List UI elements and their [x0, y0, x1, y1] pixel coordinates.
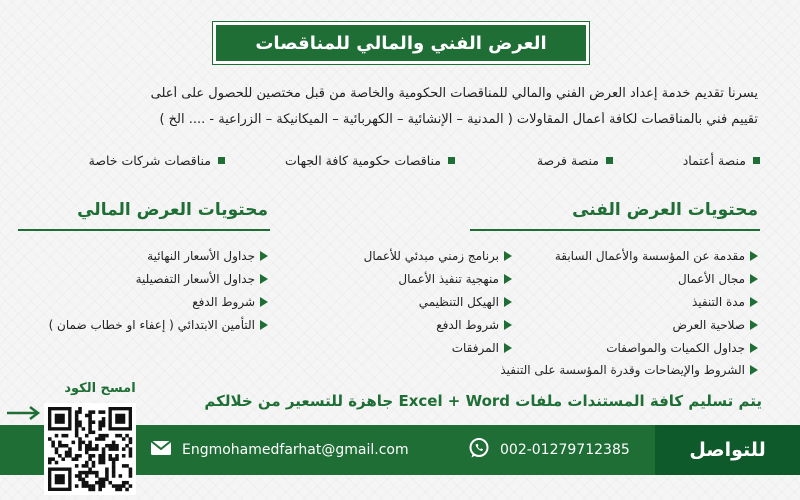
- triangle-bullet-icon: [504, 274, 512, 284]
- category-label: منصة أعتماد: [682, 153, 746, 168]
- category-label: منصة فرصة: [536, 153, 599, 168]
- triangle-bullet-icon: [504, 297, 512, 307]
- square-bullet-icon: [448, 157, 455, 164]
- category-item: [537, 153, 613, 168]
- triangle-bullet-icon: [504, 320, 512, 330]
- list-item: صلاحية العرض: [672, 318, 758, 332]
- qr-label: امسح الكود: [64, 381, 136, 396]
- list-item: برنامج زمني مبدئي للأعمال: [364, 249, 512, 263]
- mail-icon: [150, 440, 172, 460]
- category-label: مناقصات حكومية كافة الجهات: [285, 153, 441, 168]
- triangle-bullet-icon: [260, 297, 268, 307]
- title-banner: [213, 22, 589, 64]
- financial-section-title: محتويات العرض المالي: [77, 200, 268, 220]
- arrow-right-icon: [6, 405, 42, 425]
- category-label: مناقصات شركات خاصة: [88, 153, 211, 168]
- list-item: مدة التنفيذ: [692, 295, 758, 309]
- triangle-bullet-icon: [750, 251, 758, 261]
- list-item: مجال الأعمال: [678, 272, 758, 286]
- triangle-bullet-icon: [260, 251, 268, 261]
- square-bullet-icon: [606, 157, 613, 164]
- email-link[interactable]: [150, 425, 409, 475]
- email-address: Engmohamedfarhat@gmail.com: [182, 442, 409, 458]
- contact-label: للتواصل: [689, 439, 766, 461]
- triangle-bullet-icon: [504, 251, 512, 261]
- category-item: [683, 153, 760, 168]
- square-bullet-icon: [753, 157, 760, 164]
- list-item: شروط الدفع: [436, 318, 512, 332]
- list-item: الهيكل التنظيمي: [419, 295, 512, 309]
- triangle-bullet-icon: [750, 365, 758, 375]
- list-item: جداول الأسعار النهائية: [147, 249, 268, 263]
- list-item: جداول الكميات والمواصفات: [606, 341, 758, 355]
- divider: [470, 229, 760, 231]
- triangle-bullet-icon: [750, 274, 758, 284]
- phone-link[interactable]: [468, 425, 630, 475]
- list-item: المرفقات: [452, 341, 512, 355]
- triangle-bullet-icon: [260, 274, 268, 284]
- triangle-bullet-icon: [750, 297, 758, 307]
- triangle-bullet-icon: [260, 320, 268, 330]
- triangle-bullet-icon: [750, 343, 758, 353]
- phone-number: 002-01279712385: [500, 442, 630, 458]
- qr-code-graphic: [44, 403, 136, 495]
- list-item: جداول الأسعار التفصيلية: [136, 272, 268, 286]
- qr-code[interactable]: [44, 403, 136, 495]
- category-item: [285, 153, 455, 168]
- triangle-bullet-icon: [504, 343, 512, 353]
- contact-label-box: [655, 425, 800, 475]
- list-item: منهجية تنفيذ الأعمال: [398, 272, 512, 286]
- technical-section-title: محتويات العرض الفنى: [572, 200, 758, 220]
- whatsapp-icon: [468, 437, 490, 463]
- square-bullet-icon: [218, 157, 225, 164]
- list-item: التأمين الابتدائي ( إعفاء او خطاب ضمان ): [49, 318, 268, 332]
- page-title: العرض الفني والمالي للمناقصات: [255, 32, 547, 54]
- list-item: شروط الدفع: [192, 295, 268, 309]
- triangle-bullet-icon: [750, 320, 758, 330]
- delivery-note: يتم تسليم كافة المستندات ملفات Excel + Word جاهزة للتسعير من خلالكم: [204, 392, 762, 410]
- intro-line-1: يسرنا تقديم خدمة إعداد العرض الفني والمالي للمناقصات الحكومية والخاصة من قبل مختصين للحصول على أعلى: [150, 86, 758, 101]
- list-item: مقدمة عن المؤسسة والأعمال السابقة: [555, 249, 758, 263]
- divider: [18, 229, 270, 231]
- category-item: [89, 153, 225, 168]
- list-item: الشروط والإيضاحات وقدرة المؤسسة على التنفيذ: [500, 363, 758, 377]
- intro-line-2: تقييم فني بالمناقصات لكافة أعمال المقاولات ( المدنية – الإنشائية – الكهربائية – الميكانيكة – الزراعية - .... الخ ): [159, 112, 758, 127]
